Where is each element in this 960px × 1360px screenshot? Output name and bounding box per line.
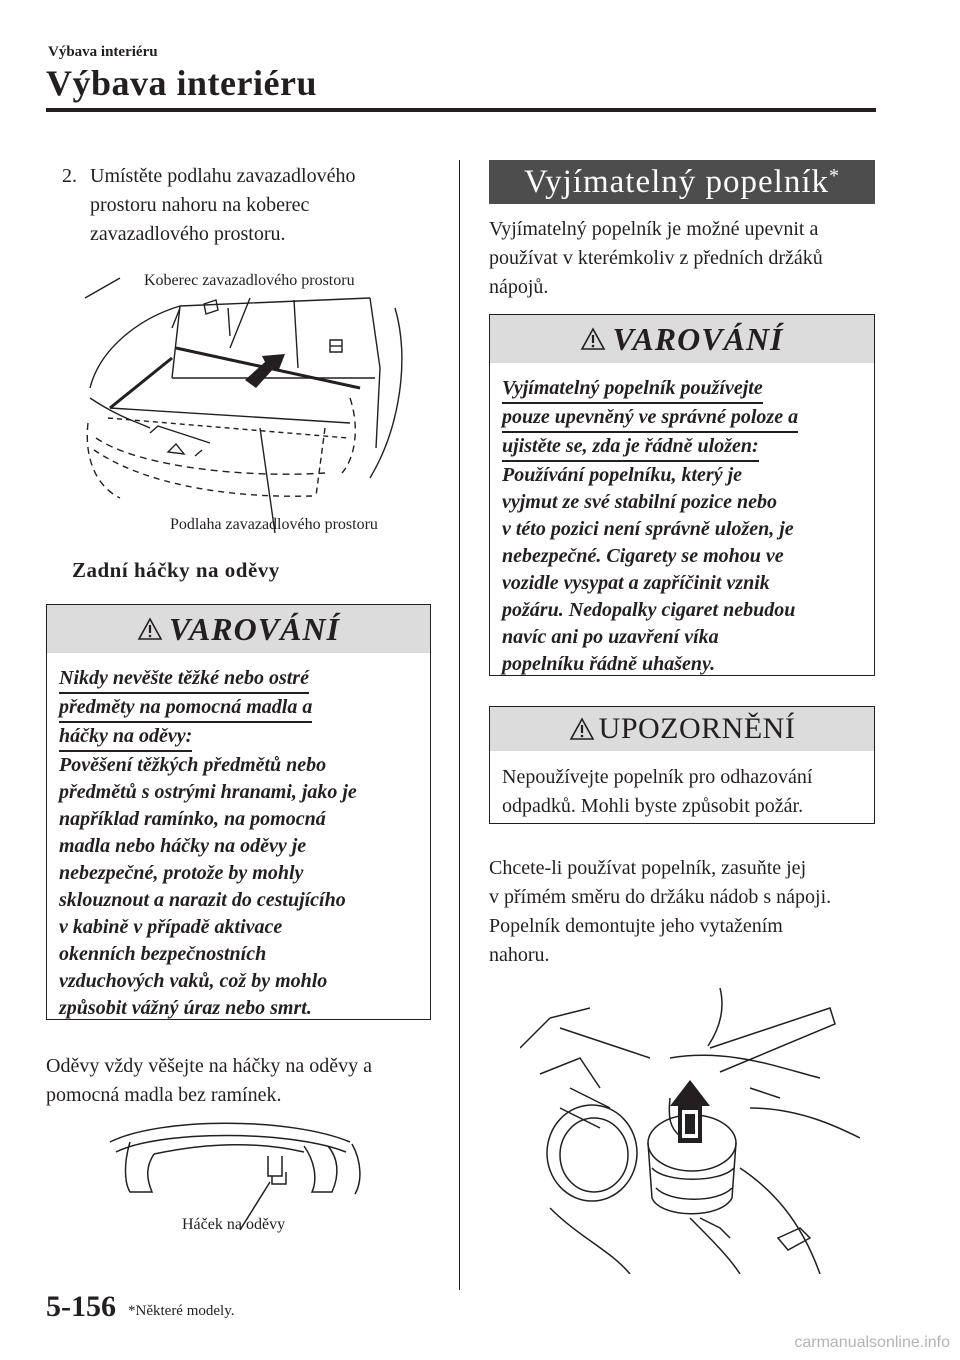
warning-box-coat-hooks [46,604,431,1020]
step-line-2: prostoru nahoru na koberec [90,194,310,216]
warning-line: předmětů s ostrými hranami, jako je [59,781,357,803]
section-title: Vyjímatelný popelník [523,163,830,200]
warning-title: VAROVÁNÍ [612,320,784,357]
warning-line: Používání popelníku, který je [502,464,742,486]
step-2 [62,162,442,249]
watermark: carmanualsonline.info [794,1334,950,1351]
warning-line: požáru. Nedopalky cigaret nebudou [502,599,796,621]
warning-triangle-icon [137,617,163,641]
breadcrumb: Výbava interiéru [48,44,158,60]
warning-line: popelníku řádně uhašeny. [502,653,716,675]
caution-triangle-icon [569,717,595,741]
warning-title: VAROVÁNÍ [168,610,340,647]
label-coat-hook: Háček na oděvy [182,1216,286,1233]
section-model-marker: * [829,164,841,187]
paragraph-line: Popelník demontujte jeho vytažením [489,915,783,937]
paragraph-line: Oděvy vždy věšejte na háčky na oděvy a [46,1055,372,1077]
page-title: Výbava interiéru [46,63,317,103]
step-line-3: zavazadlového prostoru. [90,223,286,245]
figure-coat-hook [100,1112,370,1242]
label-luggage-floor: Podlaha zavazadlového prostoru [170,516,378,533]
paragraph-line: Vyjímatelný popelník je možné upevnit a [489,218,819,240]
caution-title: UPOZORNĚNÍ [598,712,796,745]
caution-box-ashtray [489,706,875,824]
warning-box-ashtray [489,314,875,676]
caution-line: Nepoužívejte popelník pro odhazování [502,766,813,788]
subheading-rear-hooks: Zadní háčky na oděvy [72,558,280,582]
section-banner-ashtray [489,160,875,204]
paragraph-line: pomocná madla bez ramínek. [46,1084,282,1106]
warning-line: způsobit vážný úraz nebo smrt. [59,997,312,1019]
paragraph-coat-hooks [46,1052,446,1110]
caution-line: odpadků. Mohli byste způsobit požár. [502,795,804,817]
figure-ashtray [520,988,860,1274]
warning-emph-2: pouze upevněný ve správné poloze a [502,405,798,433]
warning-emph-3: háčky na oděvy: [59,724,192,752]
paragraph-line: nahoru. [489,944,550,966]
warning-emph-2: předměty na pomocná madla a [59,695,312,723]
warning-body [47,653,430,1022]
paragraph-line: v přímém směru do držáku nádob s nápoji. [489,886,832,908]
page-number: 5-156 [46,1290,116,1323]
luggage-compartment-illustration [80,268,440,543]
warning-line: vozidle vysypat a zapříčinit vznik [502,572,770,594]
paragraph-ashtray-intro [489,215,879,302]
warning-line: sklouznout a narazit do cestujícího [59,889,346,911]
label-luggage-carpet: Koberec zavazadlového prostoru [144,272,355,289]
warning-line: v této pozici není správně uložen, je [502,518,794,540]
warning-line: v kabině v případě aktivace [59,916,283,938]
warning-emph-1: Vyjímatelný popelník používejte [502,376,763,404]
ashtray-console-illustration [520,988,860,1274]
warning-line: vyjmut ze své stabilní pozice nebo [502,491,777,513]
paragraph-ashtray-use [489,854,889,970]
warning-line: například ramínko, na pomocná [59,808,326,830]
warning-body [490,363,874,678]
warning-line: nebezpečné, protože by mohly [59,862,304,884]
paragraph-line: používat v kterémkoliv z předních držáků [489,247,823,269]
step-number: 2. [62,165,77,187]
warning-emph-1: Nikdy nevěšte těžké nebo ostré [59,666,309,694]
figure-luggage-floor [80,268,440,543]
paragraph-line: nápojů. [489,276,549,298]
caution-body [490,751,874,821]
title-rule [46,108,876,112]
warning-line: nebezpečné. Cigarety se mohou ve [502,545,784,567]
warning-line: okenních bezpečnostních [59,943,267,965]
step-line-1: Umístěte podlahu zavazadlového [90,165,356,187]
warning-emph-3: ujistěte se, zda je řádně uložen: [502,434,759,462]
warning-header [47,605,430,653]
warning-line: madla nebo háčky na oděvy je [59,835,307,857]
footnote-some-models: *Některé modely. [128,1303,235,1319]
paragraph-line: Chcete-li používat popelník, zasuňte jej [489,857,807,879]
column-divider [459,160,460,1290]
caution-header [490,707,874,751]
warning-header [490,315,874,363]
warning-line: vzduchových vaků, což by mohlo [59,970,328,992]
warning-triangle-icon [580,327,606,351]
warning-line: navíc ani po uzavření víka [502,626,719,648]
warning-line: Pověšení těžkých předmětů nebo [59,754,327,776]
